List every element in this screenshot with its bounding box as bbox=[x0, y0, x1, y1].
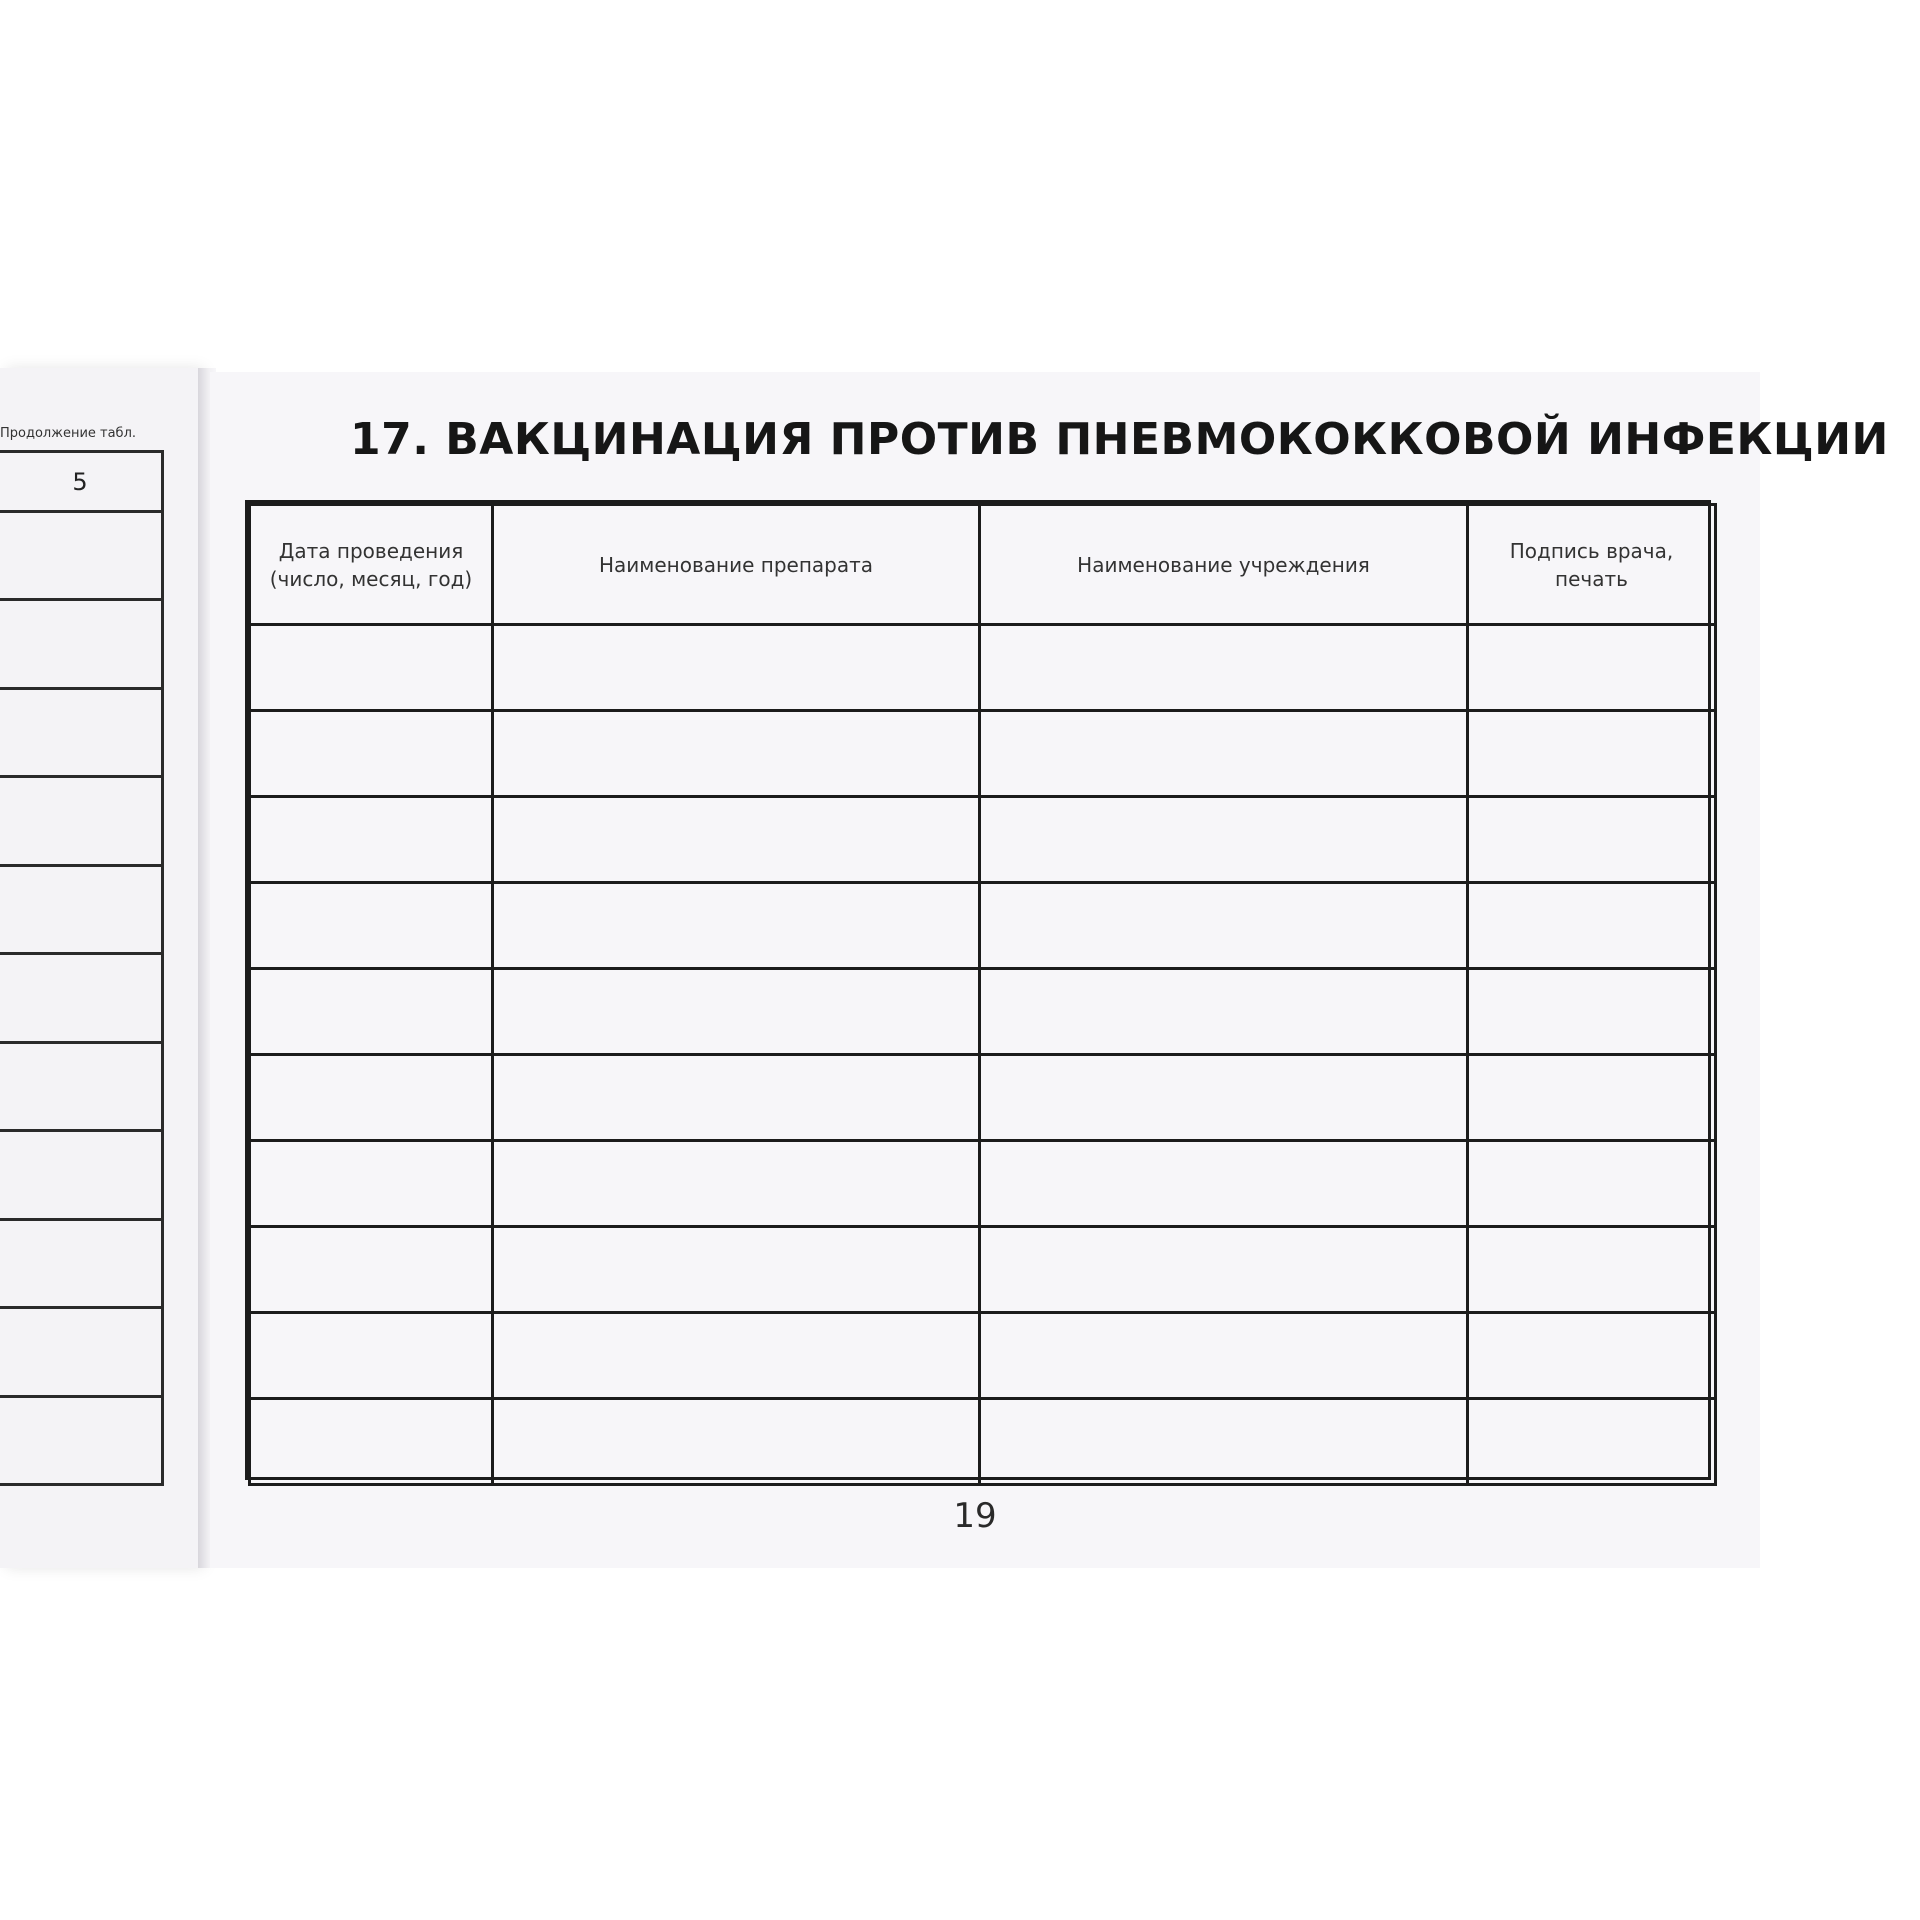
cell-drug[interactable] bbox=[493, 1055, 980, 1141]
column-header-date: Дата проведения (число, месяц, год) bbox=[250, 505, 493, 625]
cell-drug[interactable] bbox=[493, 797, 980, 883]
table-row bbox=[250, 797, 1716, 883]
cell-signature[interactable] bbox=[1468, 711, 1716, 797]
cell-institution[interactable] bbox=[980, 969, 1468, 1055]
cell-date[interactable] bbox=[250, 1399, 493, 1485]
table-header-row bbox=[250, 505, 1716, 625]
left-table-row bbox=[0, 1398, 161, 1483]
table-row bbox=[250, 625, 1716, 711]
cell-drug[interactable] bbox=[493, 1141, 980, 1227]
left-page bbox=[0, 368, 198, 1568]
left-table-row bbox=[0, 601, 161, 689]
left-table bbox=[0, 450, 164, 1486]
left-table-row bbox=[0, 1221, 161, 1309]
page-title: 17. ВАКЦИНАЦИЯ ПРОТИВ ПНЕВМОКОККОВОЙ ИНФЕКЦИИ bbox=[350, 414, 1889, 465]
cell-date[interactable] bbox=[250, 883, 493, 969]
cell-date[interactable] bbox=[250, 1055, 493, 1141]
cell-drug[interactable] bbox=[493, 711, 980, 797]
cell-institution[interactable] bbox=[980, 1399, 1468, 1485]
vaccination-table bbox=[245, 500, 1711, 1480]
cell-signature[interactable] bbox=[1468, 1055, 1716, 1141]
cell-drug[interactable] bbox=[493, 1313, 980, 1399]
cell-signature[interactable] bbox=[1468, 1227, 1716, 1313]
table-row bbox=[250, 1141, 1716, 1227]
table-row bbox=[250, 1313, 1716, 1399]
cell-institution[interactable] bbox=[980, 711, 1468, 797]
cell-drug[interactable] bbox=[493, 625, 980, 711]
table-row bbox=[250, 883, 1716, 969]
column-header-signature: Подпись врача, печать bbox=[1468, 505, 1716, 625]
left-table-header-cell: 5 bbox=[0, 453, 161, 513]
column-header-drug: Наименование препарата bbox=[493, 505, 980, 625]
left-table-row bbox=[0, 1132, 161, 1220]
cell-date[interactable] bbox=[250, 625, 493, 711]
cell-institution[interactable] bbox=[980, 797, 1468, 883]
left-table-row bbox=[0, 955, 161, 1043]
cell-date[interactable] bbox=[250, 797, 493, 883]
cell-date[interactable] bbox=[250, 711, 493, 797]
cell-signature[interactable] bbox=[1468, 883, 1716, 969]
right-page bbox=[210, 372, 1889, 1568]
cell-institution[interactable] bbox=[980, 1313, 1468, 1399]
cell-institution[interactable] bbox=[980, 1141, 1468, 1227]
cell-institution[interactable] bbox=[980, 625, 1468, 711]
cell-date[interactable] bbox=[250, 969, 493, 1055]
table-row bbox=[250, 969, 1716, 1055]
cell-institution[interactable] bbox=[980, 1227, 1468, 1313]
left-table-row bbox=[0, 513, 161, 601]
vaccination-table-grid bbox=[248, 503, 1717, 1486]
left-table-row bbox=[0, 867, 161, 955]
cell-institution[interactable] bbox=[980, 1055, 1468, 1141]
left-table-row bbox=[0, 778, 161, 866]
table-row bbox=[250, 1227, 1716, 1313]
left-table-row bbox=[0, 1044, 161, 1132]
cell-signature[interactable] bbox=[1468, 1399, 1716, 1485]
cell-drug[interactable] bbox=[493, 883, 980, 969]
cell-drug[interactable] bbox=[493, 1227, 980, 1313]
table-row bbox=[250, 1399, 1716, 1485]
cell-signature[interactable] bbox=[1468, 625, 1716, 711]
left-table-row bbox=[0, 690, 161, 778]
page-number: 19 bbox=[953, 1496, 997, 1536]
cell-date[interactable] bbox=[250, 1313, 493, 1399]
table-row bbox=[250, 711, 1716, 797]
cell-signature[interactable] bbox=[1468, 1313, 1716, 1399]
cell-drug[interactable] bbox=[493, 969, 980, 1055]
left-table-caption: Продолжение табл. bbox=[0, 426, 137, 441]
cell-drug[interactable] bbox=[493, 1399, 980, 1485]
cell-date[interactable] bbox=[250, 1141, 493, 1227]
column-header-institution: Наименование учреждения bbox=[980, 505, 1468, 625]
cell-institution[interactable] bbox=[980, 883, 1468, 969]
cell-signature[interactable] bbox=[1468, 1141, 1716, 1227]
table-row bbox=[250, 1055, 1716, 1141]
left-table-row bbox=[0, 1309, 161, 1397]
cell-signature[interactable] bbox=[1468, 969, 1716, 1055]
cell-signature[interactable] bbox=[1468, 797, 1716, 883]
cell-date[interactable] bbox=[250, 1227, 493, 1313]
